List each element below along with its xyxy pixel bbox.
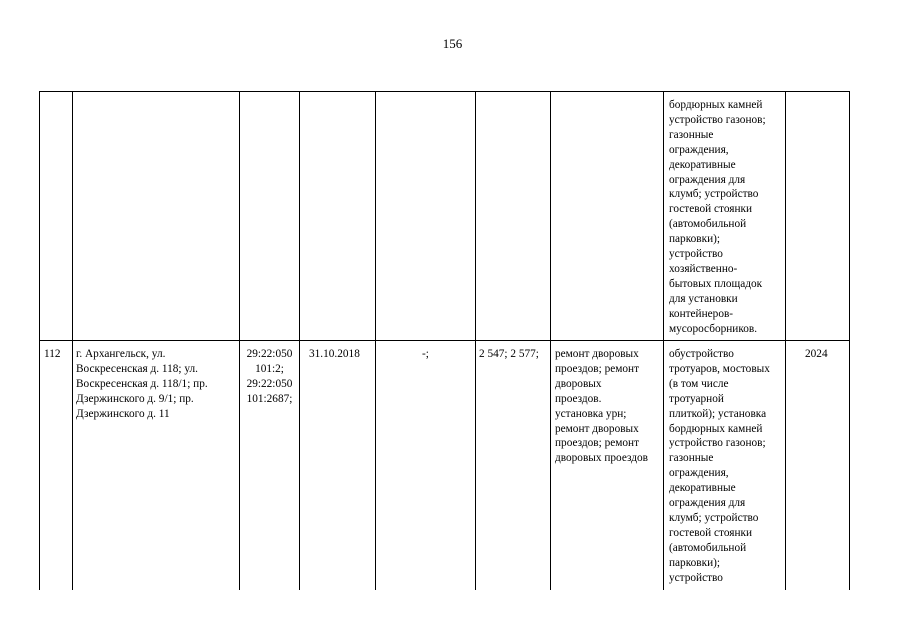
column-divider — [785, 91, 786, 590]
row-dash: -; — [422, 348, 429, 360]
column-divider — [475, 91, 476, 590]
row-year: 2024 — [805, 348, 828, 360]
column-divider — [663, 91, 664, 590]
row-cadastral-number: 29:22:050 101:2; 29:22:050 101:2687; — [246, 348, 293, 405]
row-number: 112 — [44, 348, 61, 360]
row-address: г. Архангельск, ул. Воскресенская д. 118; ул. Воскресенская д. 118/1; пр. Дзержинского д. 9/1; пр. Дзержинского д. 11 — [76, 348, 208, 420]
prev-row-works-planned: бордюрных камней устройство газонов; газонные ограждения, декоративные ограждения для клумб; устройство гостевой стоянки (автомобильной парковки); устройство хозяйственно- бытовых площадок для установки контейнеров- мусоросборников. — [669, 99, 766, 335]
row-date: 31.10.2018 — [309, 348, 360, 360]
column-divider — [849, 91, 850, 590]
page-number: 156 — [442, 36, 463, 51]
column-divider — [375, 91, 376, 590]
row-divider — [39, 340, 849, 341]
row-area: 2 547; 2 577; — [479, 348, 539, 360]
column-divider — [39, 91, 40, 590]
table-top-border — [39, 91, 849, 92]
column-divider — [550, 91, 551, 590]
column-divider — [72, 91, 73, 590]
column-divider — [299, 91, 300, 590]
row-works-planned: обустройство тротуаров, мостовых (в том числе тротуарной плиткой); установка бордюрных камней устройство газонов; газонные ограждения, декоративные ограждения для клумб; устройство гостевой стоянки (автомобильной парковки); устройство — [669, 348, 770, 584]
row-works-done: ремонт дворовых проездов; ремонт дворовых проездов. установка урн; ремонт дворовых проездов; ремонт дворовых проездов — [555, 348, 648, 465]
column-divider — [239, 91, 240, 590]
